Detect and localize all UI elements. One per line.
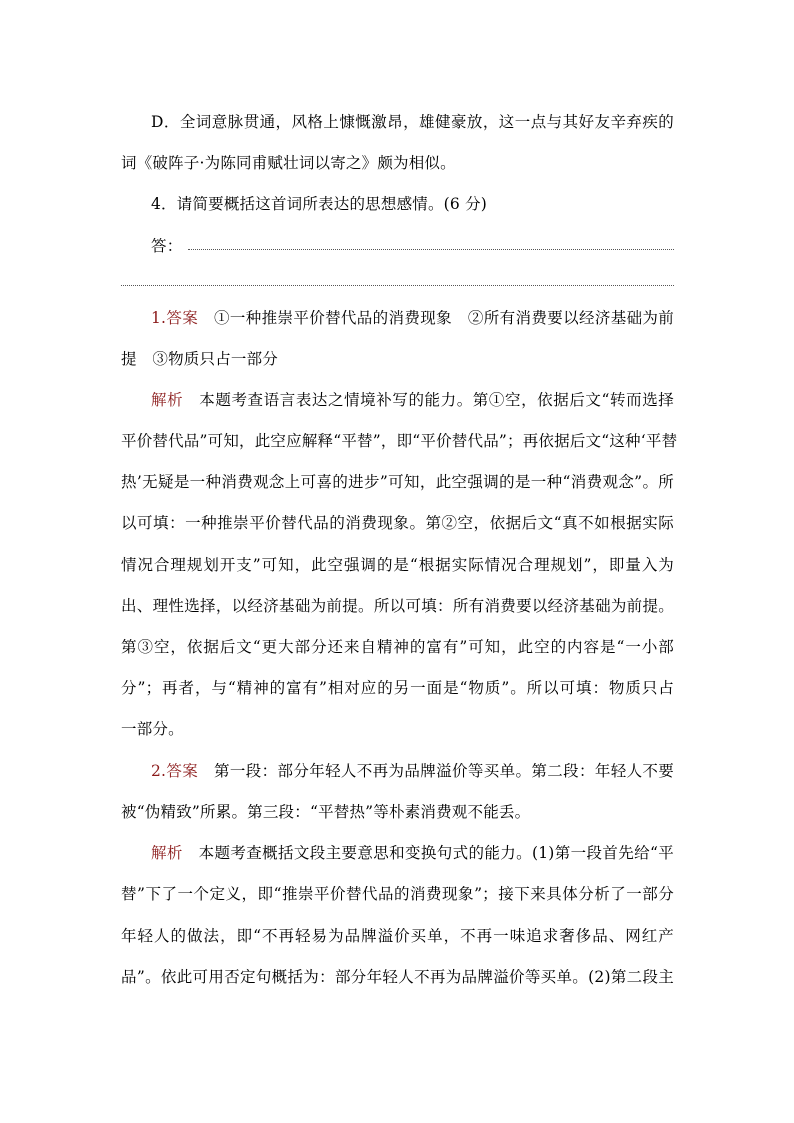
answer-2-line-2: 被“伪精致”所累。第三段：“平替热”等朴素消费观不能丢。 (121, 803, 531, 821)
analysis-2-label: 解析 (151, 844, 183, 862)
answer-2-label: 2.答案 (151, 762, 199, 780)
analysis-2-line-4: 品”。依此可用否定句概括为：部分年轻人不再为品牌溢价等买单。(2)第二段主 (121, 968, 674, 986)
analysis-1-line-7: 第③空，依据后文“更大部分还来自精神的富有”可知，此空的内容是“一小部 (121, 638, 674, 656)
option-d-line-1: D．全词意脉贯通，风格上慷慨激昂，雄健豪放，这一点与其好友辛弃疾的 (151, 113, 674, 131)
option-d-line-2: 词《破阵子·为陈同甫赋壮词以寄之》颇为相似。 (121, 154, 456, 172)
analysis-2-line-1 (151, 843, 674, 863)
answer-1-text: ①一种推崇平价替代品的消费现象 ②所有消费要以经济基础为前 (213, 309, 675, 327)
answer-blank-line-1 (188, 249, 674, 250)
analysis-1-line-8: 分”；再者，与“精神的富有”相对应的另一面是“物质”。所以可填：物质只占 (121, 679, 674, 697)
analysis-1-text: 本题考查语言表达之情境补写的能力。第①空，依据后文“转而选择 (199, 391, 674, 409)
analysis-1-line-5: 情况合理规划开支”可知，此空强调的是“根据实际情况合理规划”，即量入为 (121, 556, 674, 574)
analysis-1-line-6: 出、理性选择，以经济基础为前提。所以可填：所有消费要以经济基础为前提。 (121, 597, 674, 615)
question-4-prompt: 4．请简要概括这首词所表达的思想感情。(6 分) (151, 195, 488, 213)
analysis-2-line-2: 替”下了一个定义，即“推崇平价替代品的消费现象”；接下来具体分析了一部分 (121, 885, 674, 903)
analysis-1-line-2: 平价替代品”可知，此空应解释“平替”，即“平价替代品”；再依据后文“这种‘平替 (121, 432, 678, 450)
answer-1-line-2: 提 ③物质只占一部分 (121, 350, 279, 368)
analysis-1-line-9: 一部分。 (121, 720, 184, 738)
analysis-1-label: 解析 (151, 391, 184, 409)
answer-label: 答： (151, 237, 183, 255)
answer-1-label: 1.答案 (151, 309, 199, 327)
analysis-1-line-1 (151, 390, 674, 410)
answer-2-text: 第一段：部分年轻人不再为品牌溢价等买单。第二段：年轻人不要 (213, 762, 675, 780)
answer-blank-line-2 (121, 285, 674, 286)
analysis-1-line-3: 热’无疑是一种消费观念上可喜的进步”可知，此空强调的是一种“消费观念”。所 (121, 473, 674, 491)
analysis-1-line-4: 以可填：一种推崇平价替代品的消费现象。第②空，依据后文“真不如根据实际 (121, 514, 674, 532)
answer-2-line-1 (151, 761, 674, 781)
answer-1-line-1 (151, 308, 674, 328)
analysis-2-text: 本题考查概括文段主要意思和变换句式的能力。(1)第一段首先给“平 (198, 844, 674, 862)
analysis-2-line-3: 年轻人的做法，即“不再轻易为品牌溢价买单，不再一味追求奢侈品、网红产 (121, 927, 674, 945)
